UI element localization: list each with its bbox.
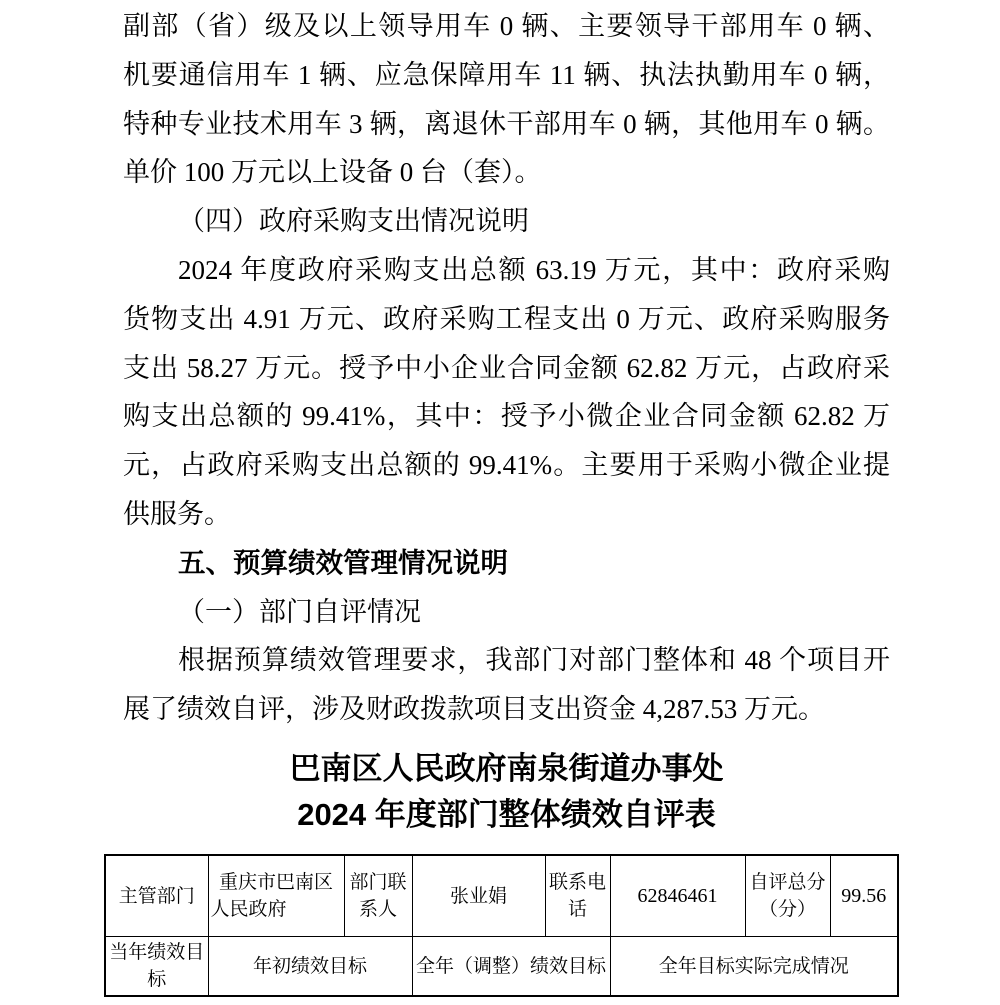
table-title-organization: 巴南区人民政府南泉街道办事处 xyxy=(289,750,724,786)
body-line: 副部（省）级及以上领导用车 0 辆、主要领导干部用车 0 辆、 xyxy=(123,11,890,41)
cell-contact-label: 部门联系人 xyxy=(344,855,412,937)
cell-goal-header: 当年绩效目标 xyxy=(105,937,208,997)
subsection-heading-procurement: （四）政府采购支出情况说明 xyxy=(178,206,529,237)
section-heading-performance: 五、预算绩效管理情况说明 xyxy=(178,546,508,578)
body-line: 根据预算绩效管理要求，我部门对部门整体和 48 个项目开 xyxy=(178,645,890,676)
table-title-year: 2024 年度部门整体绩效自评表 xyxy=(297,796,716,832)
body-line: 展了绩效自评，涉及财政拨款项目支出资金 4,287.53 万元。 xyxy=(123,694,825,725)
cell-goal-adjusted: 全年（调整）绩效目标 xyxy=(412,937,610,997)
body-line: 机要通信用车 1 辆、应急保障用车 11 辆、执法执勤用车 0 辆， xyxy=(123,59,890,90)
body-line: 供服务。 xyxy=(123,498,231,529)
cell-supervisor-value: 重庆市巴南区人民政府 xyxy=(208,855,344,937)
body-line: 购支出总额的 99.41%，其中：授予小微企业合同金额 62.82 万 xyxy=(123,401,890,432)
cell-score-value: 99.56 xyxy=(830,855,898,937)
body-line: 单价 100 万元以上设备 0 台（套）。 xyxy=(123,157,542,188)
cell-supervisor-label: 主管部门 xyxy=(105,855,208,937)
table-row-header-info xyxy=(105,855,898,937)
body-line: 支出 58.27 万元。授予中小企业合同金额 62.82 万元，占政府采 xyxy=(123,352,890,383)
cell-goal-actual: 全年目标实际完成情况 xyxy=(610,937,898,997)
cell-score-label: 自评总分（分） xyxy=(745,855,830,937)
table-row-goals xyxy=(105,937,898,997)
cell-goal-initial: 年初绩效目标 xyxy=(208,937,412,997)
self-evaluation-table xyxy=(104,854,890,998)
cell-phone-value: 62846461 xyxy=(610,855,745,937)
body-line: 2024 年度政府采购支出总额 63.19 万元，其中：政府采购 xyxy=(178,254,890,285)
body-line: 元，占政府采购支出总额的 99.41%。主要用于采购小微企业提 xyxy=(123,450,890,481)
body-line: 货物支出 4.91 万元、政府采购工程支出 0 万元、政府采购服务 xyxy=(123,303,890,334)
body-line: 特种专业技术用车 3 辆，离退休干部用车 0 辆，其他用车 0 辆。 xyxy=(123,108,890,139)
subsection-heading-self-eval: （一）部门自评情况 xyxy=(178,596,421,627)
cell-contact-value: 张业娟 xyxy=(412,855,545,937)
cell-phone-label: 联系电话 xyxy=(545,855,610,937)
